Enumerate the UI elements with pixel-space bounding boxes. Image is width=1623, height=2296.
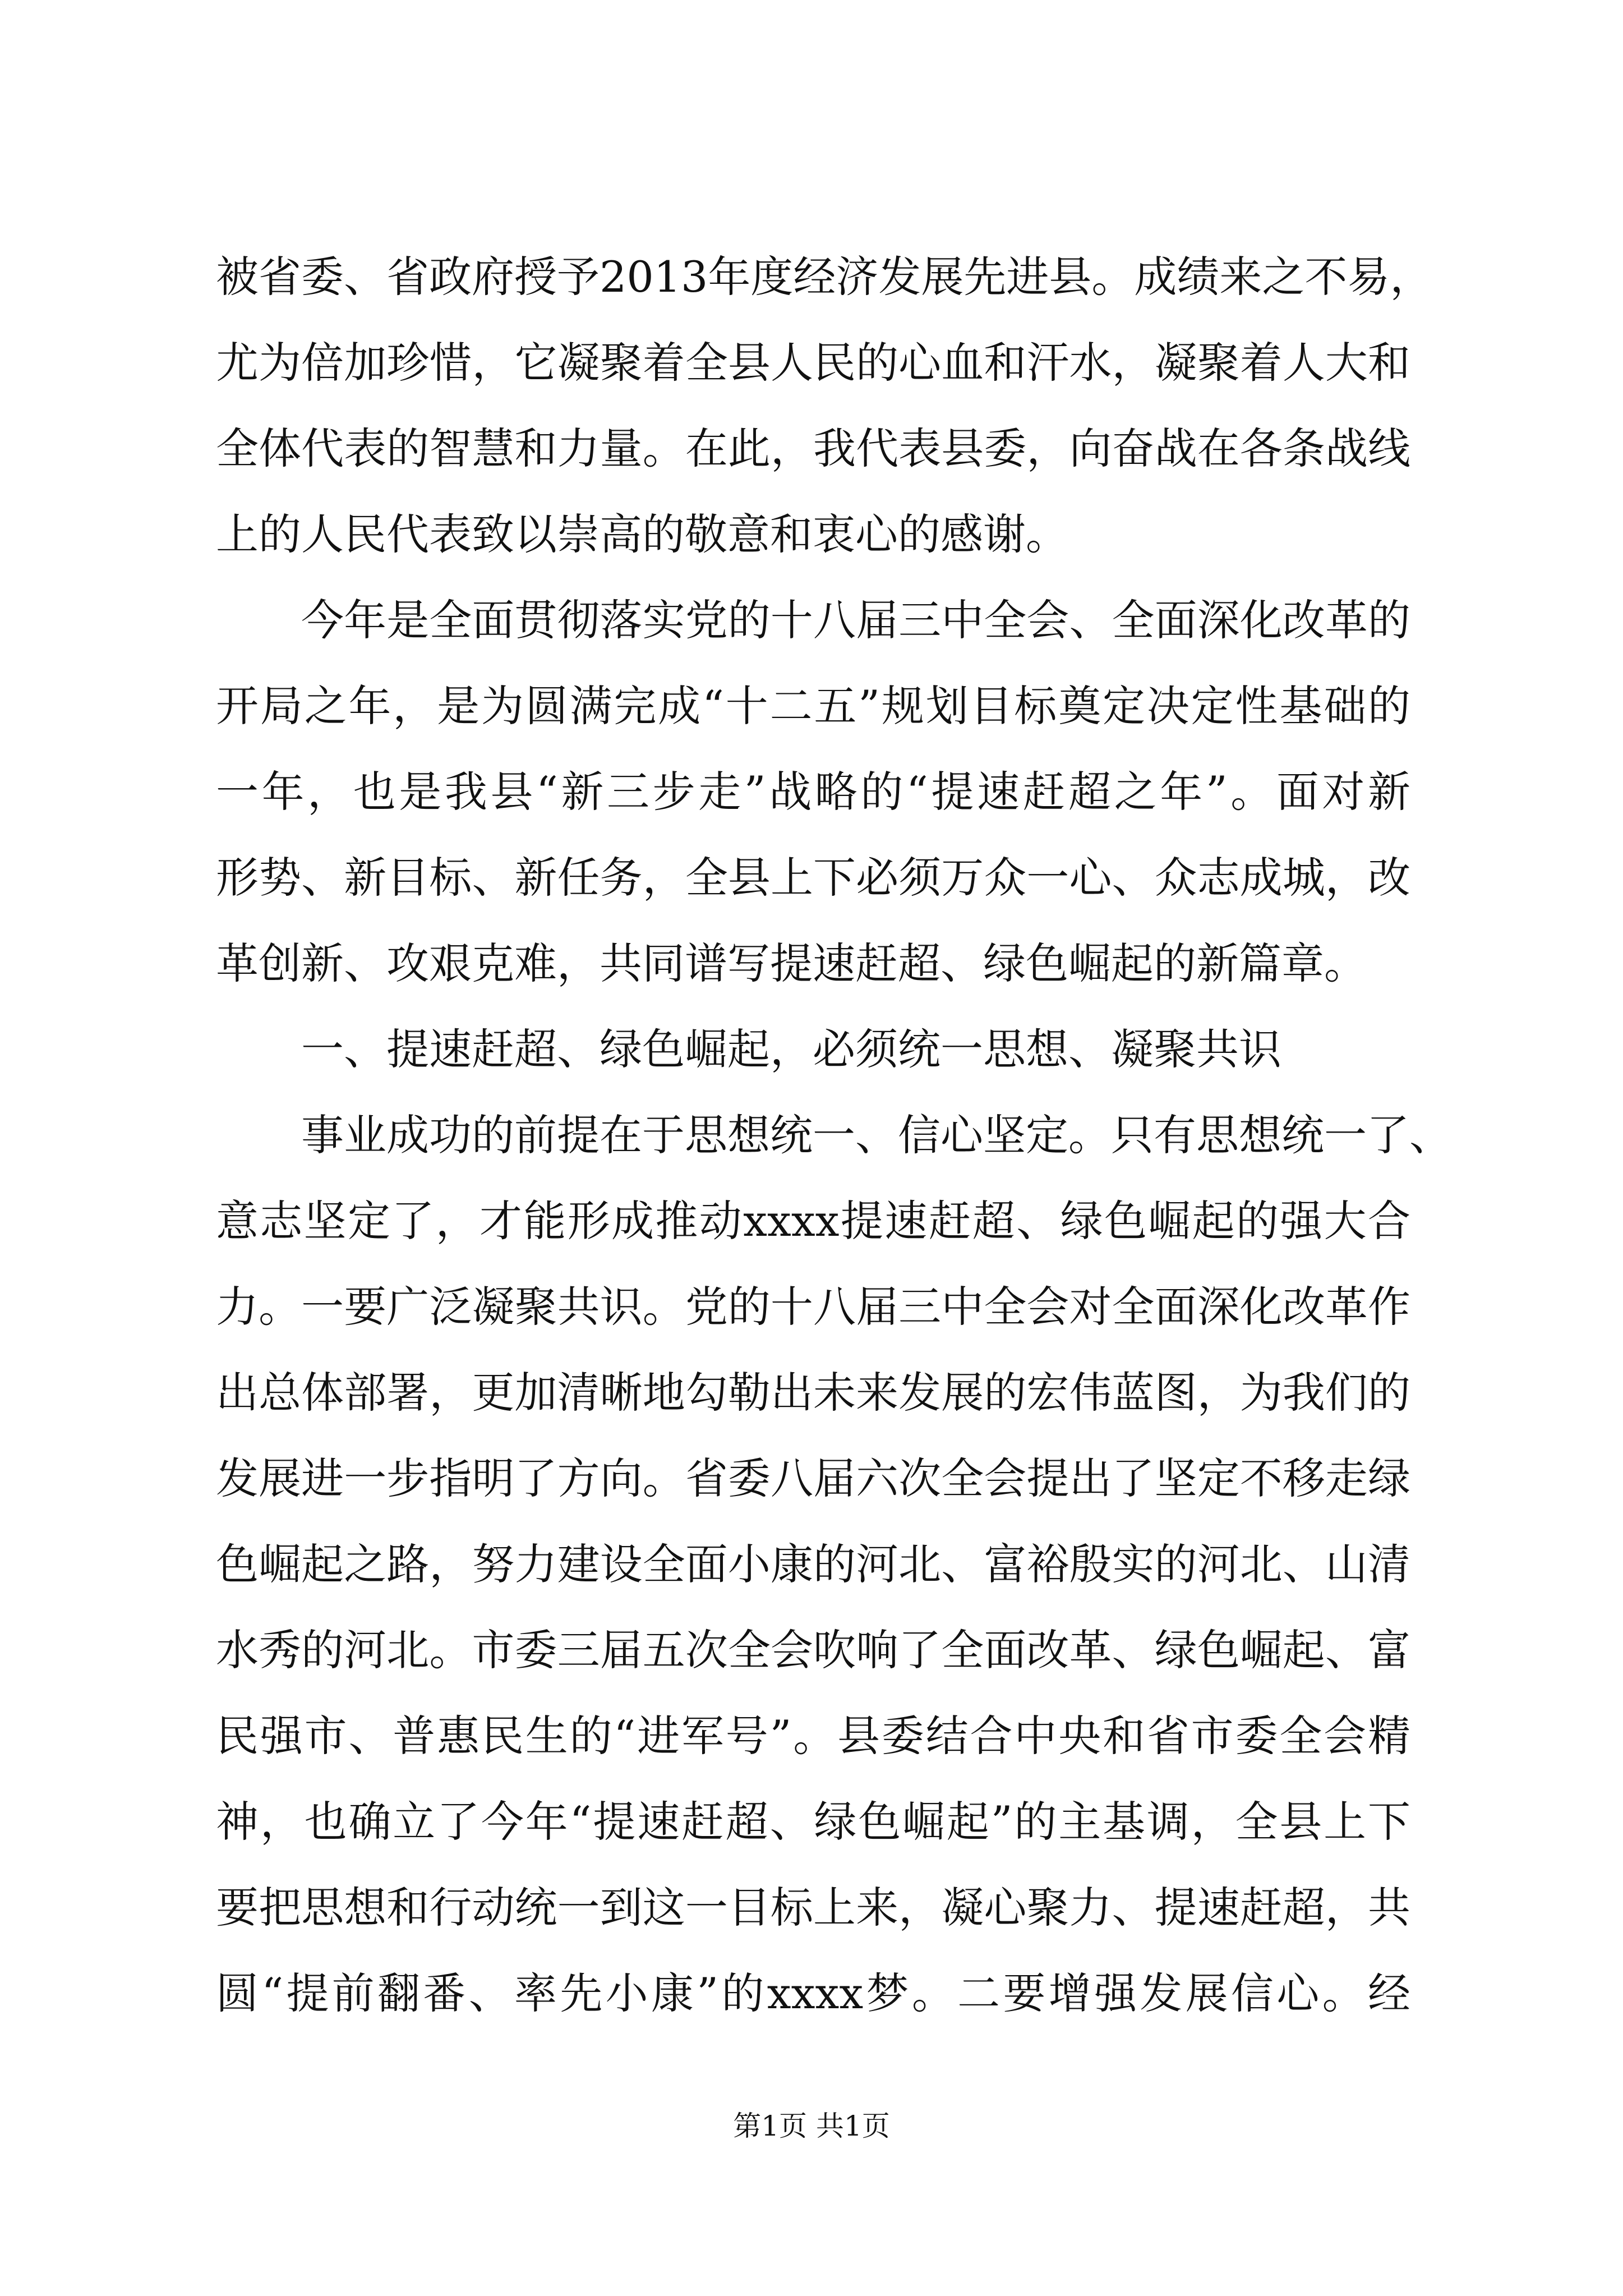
text-line: 水秀的河北。市委三届五次全会吹响了全面改革、绿色崛起、富 — [216, 1625, 1410, 1675]
document-body — [216, 252, 1452, 2058]
section-heading: 一、提速赶超、绿色崛起，必须统一思想、凝聚共识 — [301, 1024, 1281, 1074]
text-line: 被省委、省政府授予2013年度经济发展先进县。成绩来之不易， — [216, 252, 1433, 302]
text-line: 要把思想和行动统一到这一目标上来，凝心聚力、提速赶超，共 — [216, 1883, 1410, 1932]
paragraph-start-line: 事业成功的前提在于思想统一、信心坚定。只有思想统一了、 — [301, 1110, 1452, 1160]
text-line: 出总体部署，更加清晰地勾勒出未来发展的宏伟蓝图，为我们的 — [216, 1368, 1410, 1418]
text-line: 形势、新目标、新任务，全县上下必须万众一心、众志成城，改 — [216, 853, 1410, 903]
text-line: 上的人民代表致以崇高的敬意和衷心的感谢。 — [216, 509, 1068, 559]
text-line: 色崛起之路，努力建设全面小康的河北、富裕殷实的河北、山清 — [216, 1539, 1410, 1589]
paragraph-start-line: 今年是全面贯彻落实党的十八届三中全会、全面深化改革的 — [301, 595, 1410, 645]
text-line: 一年，也是我县“新三步走”战略的“提速赶超之年”。面对新 — [216, 767, 1410, 817]
text-line: 革创新、攻艰克难，共同谱写提速赶超、绿色崛起的新篇章。 — [216, 938, 1367, 988]
page-number-footer: 第1页 共1页 — [733, 2110, 890, 2142]
text-line: 全体代表的智慧和力量。在此，我代表县委，向奋战在各条战线 — [216, 424, 1410, 473]
text-line: 尤为倍加珍惜，它凝聚着全县人民的心血和汗水，凝聚着人大和 — [216, 338, 1410, 388]
text-line: 发展进一步指明了方向。省委八届六次全会提出了坚定不移走绿 — [216, 1453, 1410, 1503]
text-line: 力。一要广泛凝聚共识。党的十八届三中全会对全面深化改革作 — [216, 1282, 1410, 1332]
text-line: 圆“提前翻番、率先小康”的xxxx梦。二要增强发展信心。经 — [216, 1968, 1410, 2018]
text-line: 意志坚定了，才能形成推动xxxx提速赶超、绿色崛起的强大合 — [216, 1196, 1410, 1246]
text-line: 神，也确立了今年“提速赶超、绿色崛起”的主基调，全县上下 — [216, 1797, 1410, 1847]
text-line: 民强市、普惠民生的“进军号”。县委结合中央和省市委全会精 — [216, 1711, 1410, 1761]
text-line: 开局之年，是为圆满完成“十二五”规划目标奠定决定性基础的 — [216, 681, 1410, 731]
